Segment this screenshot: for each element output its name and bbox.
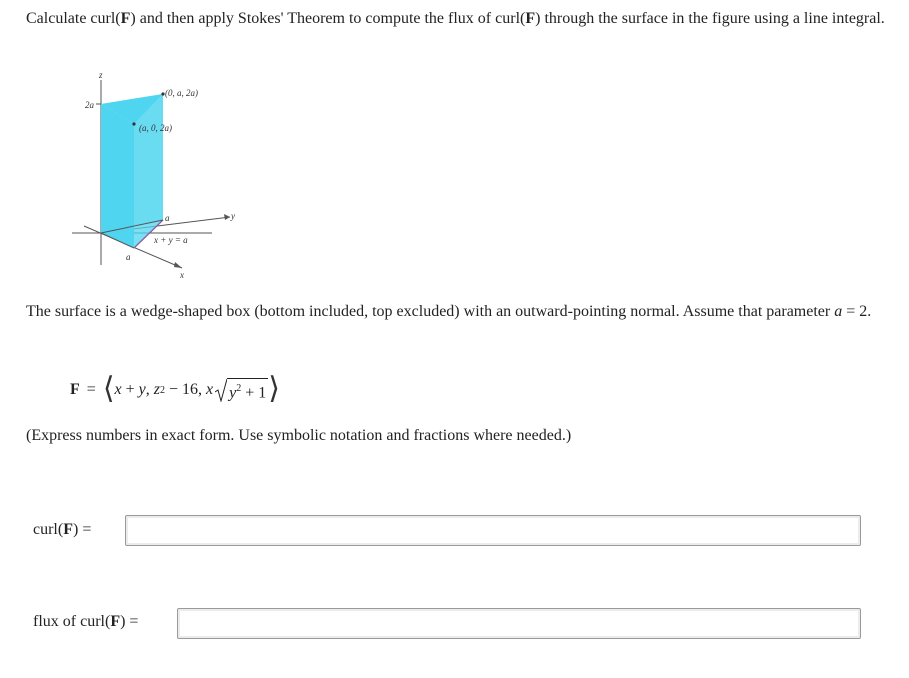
curl-answer-label xyxy=(33,520,91,540)
formula-equals: = xyxy=(86,381,96,398)
wedge-figure xyxy=(70,68,240,283)
surface-text-2: = 2. xyxy=(842,303,872,320)
flux-answer-input[interactable] xyxy=(177,608,861,639)
flux-label-bold: F xyxy=(110,613,121,630)
radicand-exp: 2 xyxy=(236,382,242,394)
label-y: y xyxy=(231,211,235,221)
instructions-text: (Express numbers in exact form. Use symbolic notation and fractions where needed.) xyxy=(26,427,572,444)
label-x: x xyxy=(180,270,184,280)
formula-z: z xyxy=(153,381,161,398)
label-2a: 2a xyxy=(85,100,94,110)
flux-answer-label xyxy=(33,612,138,632)
prompt-bold-f-2: F xyxy=(525,10,536,27)
right-angle-bracket: ⟩ xyxy=(268,372,281,405)
label-0a2a: (0, a, 2a) xyxy=(165,88,198,98)
curl-label-pre: curl( xyxy=(33,521,64,538)
point-a02a xyxy=(132,122,135,125)
surface-text-1: The surface is a wedge-shaped box (bottom included, top excluded) with an outward-pointing normal. Assume that parameter xyxy=(26,303,835,320)
left-angle-bracket: ⟨ xyxy=(102,372,115,405)
sqrt-radical xyxy=(215,378,268,402)
wedge-diagram xyxy=(70,68,240,283)
curl-label-post: ) = xyxy=(72,521,92,538)
label-z: z xyxy=(99,70,103,80)
formula-x2: x xyxy=(206,381,214,398)
label-line: x + y = a xyxy=(154,235,188,245)
formula-x1: x xyxy=(114,381,122,398)
label-a-x: a xyxy=(126,252,131,262)
problem-prompt xyxy=(26,6,902,32)
x-axis-arrow-icon xyxy=(174,262,182,268)
prompt-text-2: ) and then apply Stokes' Theorem to compute the flux of curl( xyxy=(130,10,526,27)
vector-field-formula xyxy=(70,370,280,410)
curl-label-bold: F xyxy=(63,521,73,538)
radicand-y: y xyxy=(229,384,237,402)
flux-label-post: ) = xyxy=(120,613,139,630)
surface-param: a xyxy=(834,303,843,320)
formula-z-exp: 2 xyxy=(160,384,166,396)
formula-sep: , xyxy=(145,381,154,398)
radicand xyxy=(227,378,268,402)
y-axis-arrow-icon xyxy=(224,214,230,220)
flux-label-pre: flux of curl( xyxy=(33,613,111,630)
formula-comp2-rest: − 16, xyxy=(165,381,207,398)
label-a02a: (a, 0, 2a) xyxy=(139,123,172,133)
formula-y1: y xyxy=(138,381,146,398)
prompt-text-3: ) through the surface in the figure using a line integral. xyxy=(535,10,885,27)
front-face xyxy=(101,104,134,248)
surface-description xyxy=(26,298,886,325)
radicand-rest: + 1 xyxy=(241,384,267,402)
prompt-text-1: Calculate curl( xyxy=(26,10,121,27)
radical-sign-icon xyxy=(215,378,227,402)
curl-answer-input[interactable] xyxy=(125,515,861,546)
formula-plus: + xyxy=(121,381,139,398)
prompt-bold-f-1: F xyxy=(120,10,131,27)
formula-lhs: F xyxy=(70,381,80,398)
label-a-y: a xyxy=(165,213,170,223)
